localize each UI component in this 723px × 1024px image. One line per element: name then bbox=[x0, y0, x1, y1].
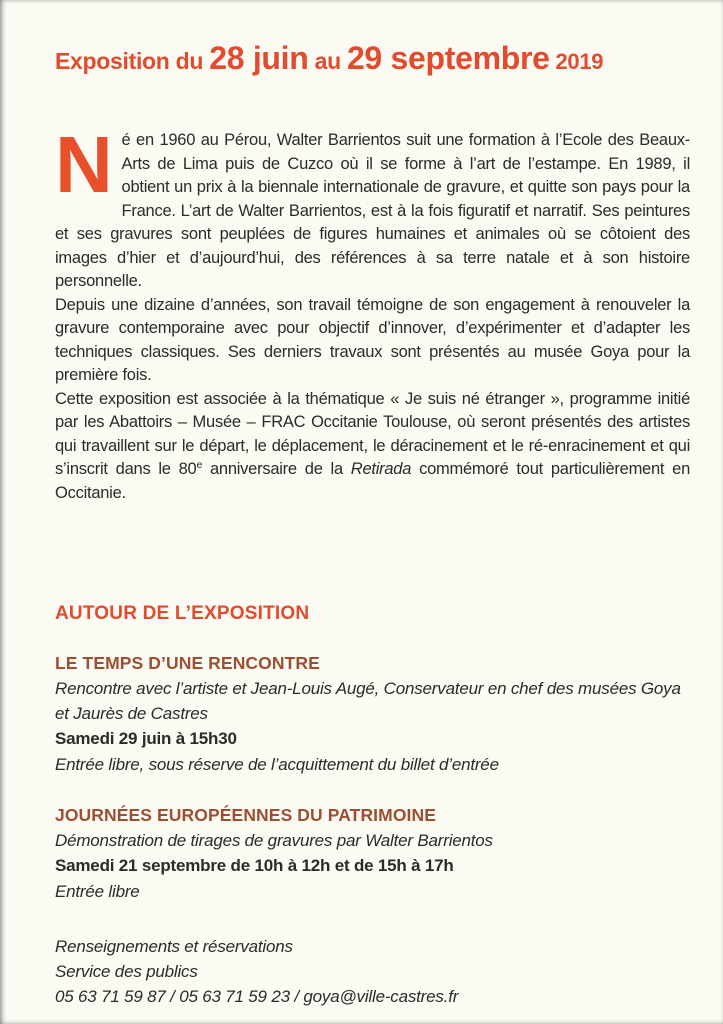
section-title-autour: AUTOUR DE L’EXPOSITION bbox=[55, 603, 310, 624]
event-heading: JOURNÉES EUROPÉENNES DU PATRIMOINE bbox=[55, 805, 436, 825]
event-description: Démonstration de tirages de gravures par Walter Barrientos bbox=[55, 831, 493, 850]
contact-block bbox=[55, 934, 690, 1009]
event-note: Entrée libre bbox=[55, 882, 140, 901]
title-prefix: Exposition du bbox=[55, 48, 210, 74]
title-year: 2019 bbox=[549, 49, 604, 74]
event-datetime: Samedi 21 septembre de 10h à 12h et de 15h à 17h bbox=[55, 856, 454, 875]
contact-line-phone-email: 05 63 71 59 87 / 05 63 71 59 23 / goya@ville-castres.fr bbox=[55, 987, 459, 1006]
intro-paragraph-3-text-b: anniversaire de la bbox=[202, 460, 351, 478]
contact-line-info: Renseignements et réservations bbox=[55, 937, 293, 956]
intro-paragraph-2-text: Depuis une dizaine d’années, son travail témoigne de son engagement à renouveler la gravure contemporaine avec pour objectif d’innover, d’expérimenter et d’adapter les techniques classiques. Ses derniers travaux sont présentés au musée Goya pour la première fois. bbox=[55, 295, 690, 384]
intro-paragraph-3 bbox=[55, 388, 690, 506]
event-heading: LE TEMPS D’UNE RENCONTRE bbox=[55, 653, 320, 673]
title-connector: au bbox=[308, 48, 347, 74]
ordinal-superscript: e bbox=[196, 459, 203, 471]
intro-paragraph-2 bbox=[55, 294, 690, 388]
intro-paragraph-1 bbox=[55, 120, 690, 294]
intro-paragraph-3-text-a: Cette exposition est associée à la thématique « Je suis né étranger », programme initié par les Abattoirs – Musée – FRAC Occitanie Toulouse, où seront présentés des artistes qui travaillent sur le départ, le déplacement, le déracinement et le ré-enracinement et qui s’inscrit dans le 80 bbox=[55, 389, 690, 478]
retirada-italic: Retirada bbox=[350, 460, 412, 478]
contact-line-service: Service des publics bbox=[55, 962, 198, 981]
exhibition-title bbox=[55, 0, 690, 77]
event-rencontre bbox=[55, 650, 690, 777]
dropcap-letter: N bbox=[55, 120, 113, 209]
event-note: Entrée libre, sous réserve de l’acquittement du billet d’entrée bbox=[55, 755, 499, 774]
intro-paragraph-3-text-c: commémoré tout particulièrement en Occitanie. bbox=[55, 460, 691, 502]
event-datetime: Samedi 29 juin à 15h30 bbox=[55, 729, 237, 748]
event-patrimoine bbox=[55, 802, 690, 904]
event-description: Rencontre avec l’artiste et Jean-Louis Augé, Conservateur en chef des musées Goya et Jaurès de Castres bbox=[55, 679, 681, 723]
intro-paragraph-1-text: é en 1960 au Pérou, Walter Barrientos suit une formation à l’Ecole des Beaux-Arts de Lima puis de Cuzco où il se forme à l’art de l’estampe. En 1989, il obtient un prix à la biennale internationale de gravure, et quitte son pays pour la France. L’art de Walter Barrientos, est à la fois figuratif et narratif. Ses peintures et ses gravures sont peuplées de figures humaines et animales où se côtoient des images d’hier et d’aujourd’hui, des références à sa terre natale et à son histoire personnelle. bbox=[55, 131, 690, 290]
title-start-date: 28 juin bbox=[209, 40, 309, 76]
intro-text-block bbox=[55, 120, 691, 505]
title-end-date: 29 septembre bbox=[346, 40, 550, 76]
